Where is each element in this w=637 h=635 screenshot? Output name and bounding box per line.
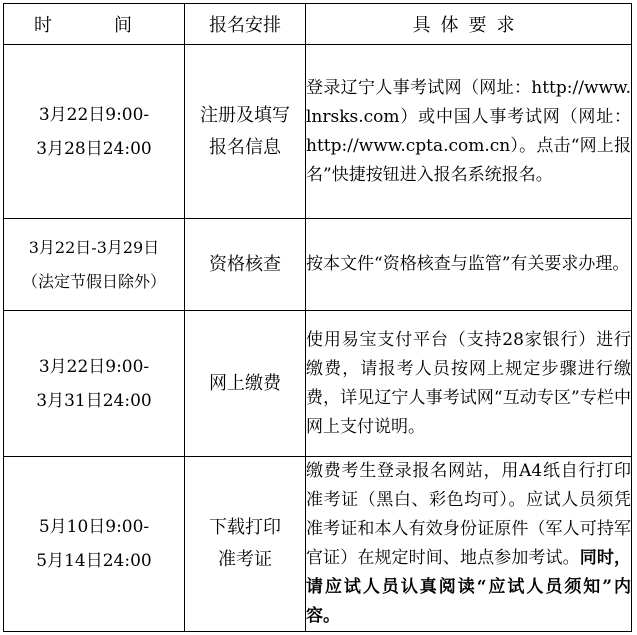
table-row bbox=[4, 457, 632, 632]
time-cell bbox=[4, 45, 185, 219]
table-header-row bbox=[4, 4, 632, 45]
requirement-cell bbox=[306, 457, 632, 632]
arrangement-line: 注册及填写 bbox=[200, 104, 290, 126]
time-end: 5月14日24:00 bbox=[36, 551, 152, 571]
arrangement-cell bbox=[185, 219, 306, 311]
time-start: 5月10日9:00- bbox=[38, 517, 150, 537]
arrangement-cell bbox=[185, 457, 306, 632]
time-start: 3月22日9:00- bbox=[38, 356, 150, 377]
requirement-text: 使用易宝支付平台（支持28家银行）进行缴费，请报考人员按网上规定步骤进行缴费，详见辽宁人事考试网“互动专区”专栏中网上支付说明。 bbox=[306, 329, 631, 437]
time-start: 3月22日9:00- bbox=[38, 104, 150, 125]
requirement-text: 按本文件“资格核查与监管”有关要求办理。 bbox=[306, 254, 630, 274]
table-row bbox=[4, 311, 632, 457]
time-cell bbox=[4, 219, 185, 311]
arrangement-line: 准考证 bbox=[218, 549, 272, 570]
requirement-cell bbox=[306, 311, 632, 457]
time-end: 3月28日24:00 bbox=[36, 138, 152, 159]
requirement-cell bbox=[306, 219, 632, 311]
header-requirements: 具体要求 bbox=[306, 4, 632, 45]
time-note: （法定节假日除外） bbox=[21, 271, 166, 291]
time-range: 3月22日-3月29日 bbox=[28, 237, 160, 257]
arrangement-line: 网上缴费 bbox=[209, 372, 281, 394]
time-cell bbox=[4, 311, 185, 457]
requirement-cell bbox=[306, 45, 632, 219]
arrangement-line: 资格核查 bbox=[209, 253, 281, 275]
table-row bbox=[4, 219, 632, 311]
header-time: 时 间 bbox=[4, 4, 185, 45]
table-row bbox=[4, 45, 632, 219]
requirement-bold-notice: 同时，请应试人员认真阅读“应试人员须知”内容。 bbox=[306, 548, 632, 626]
time-end: 3月31日24:00 bbox=[36, 390, 152, 411]
header-arrangement: 报名安排 bbox=[185, 4, 306, 45]
arrangement-cell bbox=[185, 45, 306, 219]
registration-schedule-table bbox=[3, 3, 632, 632]
time-cell bbox=[4, 457, 185, 632]
arrangement-cell bbox=[185, 311, 306, 457]
arrangement-line: 报名信息 bbox=[209, 136, 281, 158]
requirement-text: 缴费考生登录报名网站，用A4纸自行打印准考证（黑白、彩色均可）。应试人员须凭准考证和本人有效身份证原件（军人可持军官证）在规定时间、地点参加考试。 bbox=[306, 461, 631, 568]
requirement-text: 登录辽宁人事考试网（网址：http://www.lnrsks.com）或中国人事考试网（网址：http://www.cpta.com.cn）。点击“网上报名”快捷按钮进入报名系统报名。 bbox=[306, 77, 631, 185]
arrangement-line: 下载打印 bbox=[209, 517, 281, 538]
